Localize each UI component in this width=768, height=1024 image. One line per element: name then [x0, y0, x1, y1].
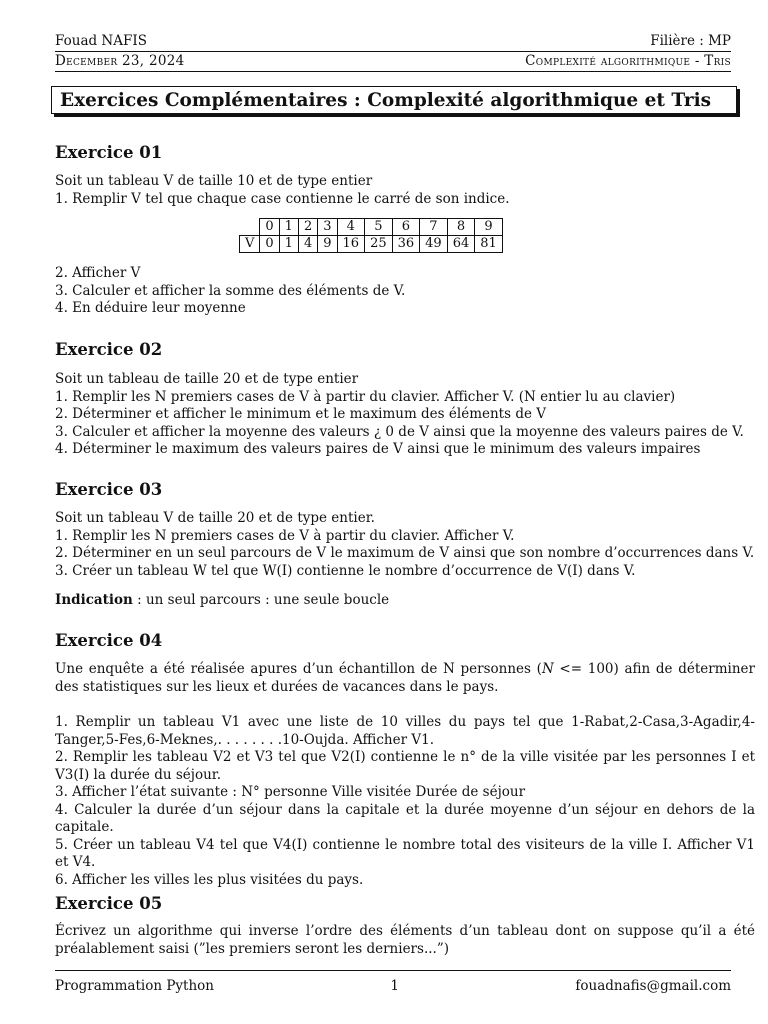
exercise-01-questions — [55, 265, 755, 318]
exercise-01-line: Soit un tableau V de taille 10 et de type entier — [55, 173, 373, 189]
exercise-04-title: Exercice 04 — [55, 631, 163, 650]
exercise-04-item: 4. Calculer la durée d’un séjour dans la capitale et la durée moyenne d’un séjour en dehors de la capitale. — [55, 801, 755, 835]
page-footer — [55, 969, 731, 994]
exercise-02-line: 3. Calculer et afficher la moyenne des valeurs ¿ 0 de V ainsi que la moyenne des valeurs paires de V. — [55, 423, 744, 440]
footer-course: Programmation Python — [55, 978, 214, 994]
exercise-04-intro-math: N <= — [541, 661, 588, 677]
header-rule-bottom — [55, 71, 731, 72]
table-index-cell: 3 — [318, 219, 337, 236]
footer-rule — [55, 970, 731, 971]
values-table — [239, 218, 503, 253]
exercise-04-item: 6. Afficher les villes les plus visitées du pays. — [55, 871, 364, 888]
course-name: Complexité algorithmique - Tris — [525, 53, 731, 69]
exercise-04-intro-num: 100 — [587, 661, 614, 677]
table-index-cell: 9 — [475, 219, 503, 236]
table-corner — [240, 219, 260, 236]
exercise-03-line: 3. Créer un tableau W tel que W(I) contienne le nombre d’occurrence de V(I) dans V. — [55, 562, 636, 579]
exercise-02-line: 2. Déterminer et afficher le minimum et le maximum des éléments de V — [55, 406, 546, 422]
indication-label: Indication — [55, 592, 133, 608]
exercise-03-statement — [55, 510, 755, 580]
indication-text: : un seul parcours : une seule boucle — [132, 592, 390, 608]
author-name: Fouad NAFIS — [55, 33, 147, 49]
exercise-02-line: 4. Déterminer le maximum des valeurs paires de V ainsi que le minimum des valeurs impaires — [55, 441, 701, 457]
table-value-cell: 25 — [365, 236, 393, 253]
exercise-02-title: Exercice 02 — [55, 340, 163, 359]
exercise-04-item: 2. Remplir les tableau V2 et V3 tel que V2(I) contienne le n° de la ville visitée par les personnes I et V3(I) la durée du séjour. — [55, 749, 755, 783]
table-row-indices — [240, 219, 503, 236]
exercise-01-question: 2. Afficher V — [55, 265, 141, 281]
exercise-04-item: 3. Afficher l’état suivante : N° personne Ville visitée Durée de séjour — [55, 784, 526, 800]
exercise-04-item: 1. Remplir un tableau V1 avec une liste de 10 villes du pays tel que 1-Rabat,2-Casa,3-Agadir,4-Tanger,5-Fes,6-Meknes,. . . . . . . .10-Oujda. Afficher V1. — [55, 714, 755, 748]
exercise-05-title: Exercice 05 — [55, 894, 163, 913]
table-value-cell: 16 — [337, 236, 365, 253]
exercise-01-title: Exercice 01 — [55, 143, 163, 162]
exercise-01-line: 1. Remplir V tel que chaque case contienne le carré de son indice. — [55, 190, 510, 207]
exercise-01-question: 3. Calculer et afficher la somme des éléments de V. — [55, 282, 406, 299]
exercise-03-line: 1. Remplir les N premiers cases de V à partir du clavier. Afficher V. — [55, 527, 515, 544]
table-value-cell: 4 — [298, 236, 317, 253]
author-email: fouadnafis@gmail.com — [575, 978, 731, 994]
table-row-values — [240, 236, 503, 253]
table-value-cell: 36 — [392, 236, 420, 253]
table-index-cell: 1 — [279, 219, 298, 236]
table-index-cell: 0 — [260, 219, 279, 236]
table-value-cell: 49 — [420, 236, 448, 253]
exercise-03-indication — [55, 592, 755, 610]
table-index-cell: 7 — [420, 219, 448, 236]
table-index-cell: 2 — [298, 219, 317, 236]
exercise-04-intro-b: ) afin de déterminer des statistiques sur les lieux et durées de vacances dans le pays. — [55, 661, 755, 695]
exercise-04-intro-a: Une enquête a été réalisée apures d’un échantillon de N personnes ( — [55, 661, 542, 677]
exercise-05-text: Écrivez un algorithme qui inverse l’ordre des éléments d’un tableau dont on suppose qu’il a été préalablement saisi (”les premiers seront les derniers...”) — [55, 923, 755, 957]
table-value-cell: 9 — [318, 236, 337, 253]
filiere-label: Filière : MP — [650, 33, 731, 49]
table-index-cell: 5 — [365, 219, 393, 236]
table-index-cell: 4 — [337, 219, 365, 236]
table-value-cell: 81 — [475, 236, 503, 253]
exercise-04-item: 5. Créer un tableau V4 tel que V4(I) contienne le nombre total des visiteurs de la ville I. Afficher V1 et V4. — [55, 836, 755, 870]
exercise-03-line: Soit un tableau V de taille 20 et de type entier. — [55, 510, 375, 526]
table-index-cell: 8 — [447, 219, 475, 236]
exercise-04-items — [55, 714, 755, 889]
exercise-02-statement — [55, 371, 755, 459]
exercise-03-line: 2. Déterminer en un seul parcours de V le maximum de V ainsi que son nombre d’occurrences dans V. — [55, 545, 755, 561]
document-date: December 23, 2024 — [55, 53, 185, 69]
page-number: 1 — [390, 978, 399, 994]
document-title: Exercices Complémentaires : Complexité algorithmique et Tris — [51, 86, 737, 114]
exercise-02-line: Soit un tableau de taille 20 et de type entier — [55, 371, 359, 387]
table-row-label: V — [240, 236, 260, 253]
table-value-cell: 0 — [260, 236, 279, 253]
exercise-01-question: 4. En déduire leur moyenne — [55, 300, 246, 316]
exercise-02-line: 1. Remplir les N premiers cases de V à partir du clavier. Afficher V. (N entier lu au clavier) — [55, 388, 676, 405]
table-value-cell: 64 — [447, 236, 475, 253]
table-index-cell: 6 — [392, 219, 420, 236]
page-header — [55, 33, 731, 73]
header-rule — [55, 51, 731, 52]
exercise-04-intro — [55, 661, 755, 696]
exercise-01-statement — [55, 173, 755, 208]
table-value-cell: 1 — [279, 236, 298, 253]
exercise-03-title: Exercice 03 — [55, 480, 163, 499]
